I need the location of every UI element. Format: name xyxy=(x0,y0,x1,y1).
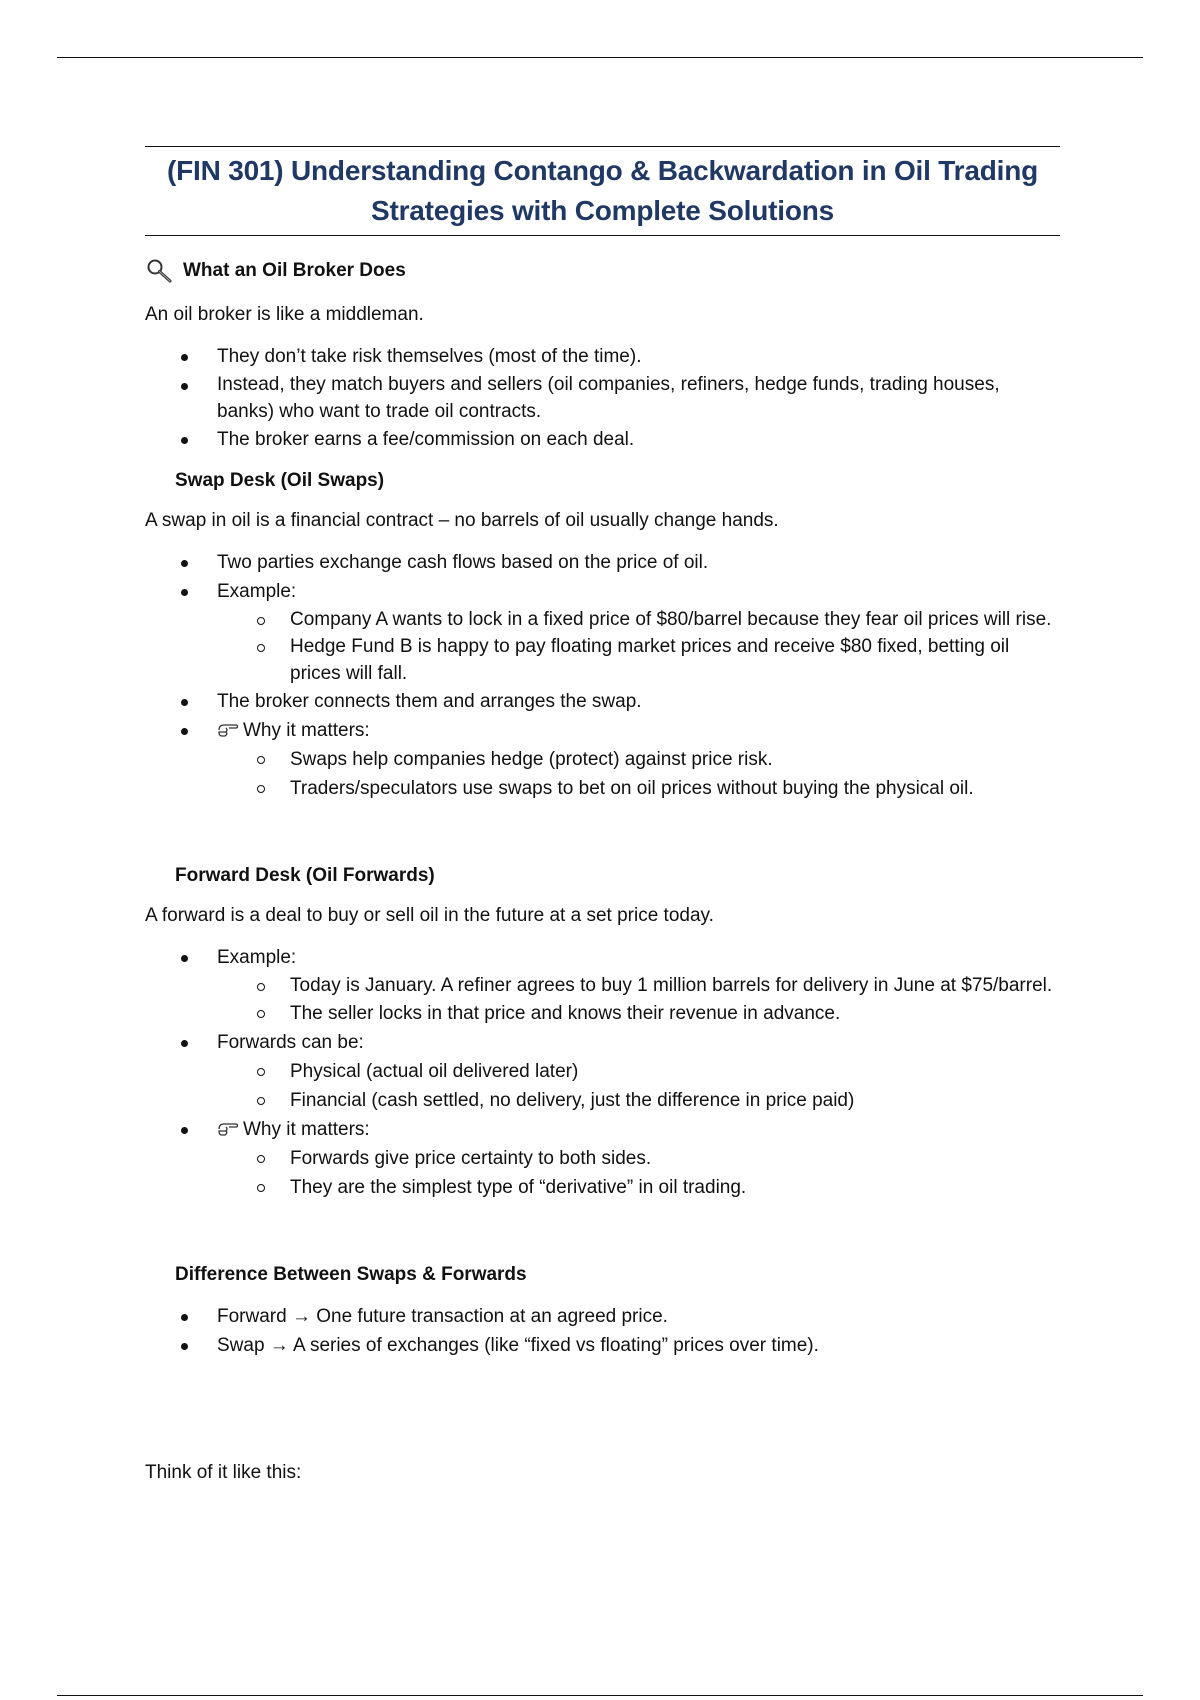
sub-list-item: Forwards give price certainty to both sides. xyxy=(290,1148,652,1169)
forward-intro: A forward is a deal to buy or sell oil in the future at a set price today. xyxy=(145,905,714,926)
list-item: The broker earns a fee/commission on each deal. xyxy=(217,429,635,450)
sub-list-item: Hedge Fund B is happy to pay floating market prices and receive $80 fixed, betting oil prices will fall. xyxy=(290,636,1010,684)
swap-list xyxy=(145,548,1060,803)
difference-list xyxy=(145,1302,1060,1360)
magnifier-icon xyxy=(145,258,175,284)
sub-list-item: The seller locks in that price and knows their revenue in advance. xyxy=(290,1003,841,1024)
swap-intro: A swap in oil is a financial contract – no barrels of oil usually change hands. xyxy=(145,510,779,531)
list-item: Forwards can be: xyxy=(217,1032,364,1053)
sub-list-item: Today is January. A refiner agrees to buy 1 million barrels for delivery in June at $75/barrel. xyxy=(290,975,1053,996)
document-body xyxy=(145,146,1060,1486)
list-item: Example: xyxy=(217,947,297,968)
difference-heading: Difference Between Swaps & Forwards xyxy=(175,1264,527,1285)
broker-list xyxy=(145,342,1060,454)
list-item: The broker connects them and arranges the swap. xyxy=(217,691,642,712)
forward-heading: Forward Desk (Oil Forwards) xyxy=(175,865,435,886)
broker-heading-text: What an Oil Broker Does xyxy=(183,260,406,281)
sub-list-item: They are the simplest type of “derivative” in oil trading. xyxy=(290,1177,747,1198)
sub-list-item: Swaps help companies hedge (protect) against price risk. xyxy=(290,749,773,770)
sub-list-item: Company A wants to lock in a fixed price of $80/barrel because they fear oil prices will rise. xyxy=(290,609,1052,630)
footer-rule xyxy=(57,1695,1143,1696)
list-item: Why it matters: xyxy=(145,716,1060,745)
swap-heading: Swap Desk (Oil Swaps) xyxy=(175,470,385,491)
page-title: (FIN 301) Understanding Contango & Backwardation in Oil Trading Strategies with Complete Solutions xyxy=(166,155,1039,226)
list-item: Two parties exchange cash flows based on the price of oil. xyxy=(217,552,709,573)
pointing-hand-icon xyxy=(217,1118,239,1136)
list-item: Example: xyxy=(217,581,297,602)
header-rule xyxy=(57,57,1143,58)
forward-list xyxy=(145,943,1060,1202)
list-item: Swap → A series of exchanges (like “fixed vs floating” prices over time). xyxy=(217,1335,819,1356)
sub-list-item: Traders/speculators use swaps to bet on oil prices without buying the physical oil. xyxy=(290,778,974,799)
list-item: They don’t take risk themselves (most of the time). xyxy=(217,346,642,367)
pointing-hand-icon xyxy=(217,719,239,737)
broker-intro: An oil broker is like a middleman. xyxy=(145,304,424,325)
closing-text: Think of it like this: xyxy=(145,1462,302,1483)
broker-heading xyxy=(145,258,1060,284)
list-item: Instead, they match buyers and sellers (oil companies, refiners, hedge funds, trading houses, banks) who want to trade oil contracts. xyxy=(217,374,1000,422)
list-item: Why it matters: xyxy=(145,1115,1060,1144)
list-item: Forward → One future transaction at an agreed price. xyxy=(217,1306,668,1327)
sub-list-item: Financial (cash settled, no delivery, just the difference in price paid) xyxy=(290,1090,855,1111)
sub-list-item: Physical (actual oil delivered later) xyxy=(290,1061,579,1082)
title-block xyxy=(145,146,1060,236)
